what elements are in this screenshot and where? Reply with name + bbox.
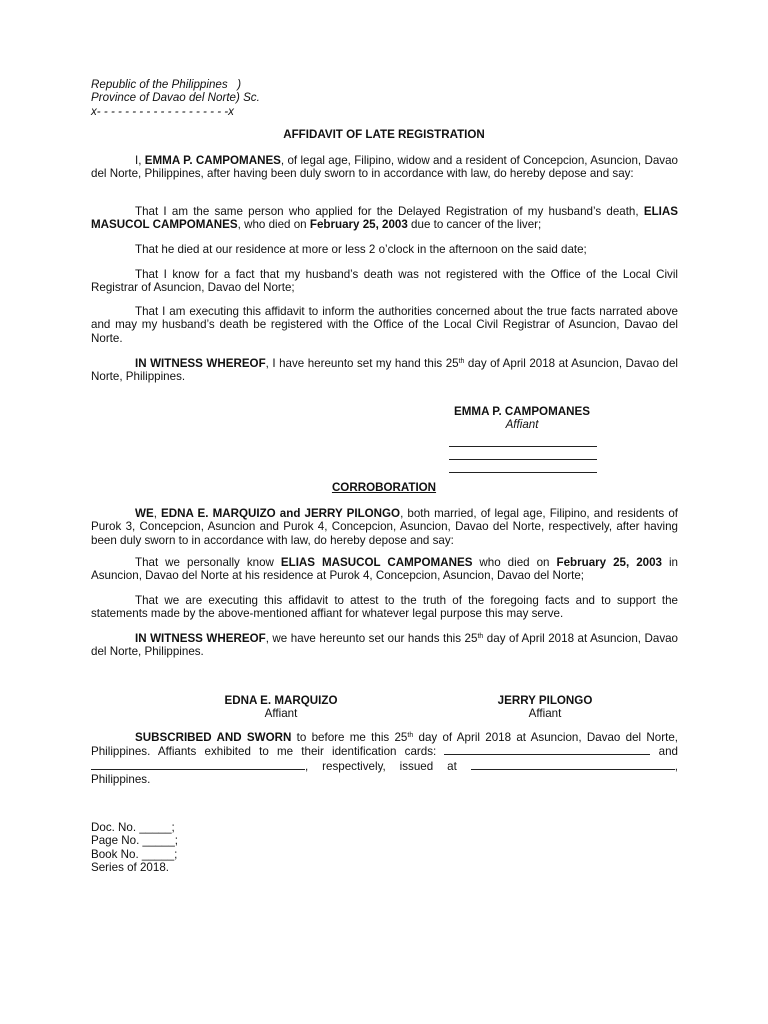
affidavit-paragraph-1: I, EMMA P. CAMPOMANES, of legal age, Filipino, widow and a resident of Concepcion, Asuncion, Davao del Norte, Philippines, after having been duly sworn to in accordance with law, do hereby depose and say: — [91, 154, 678, 181]
venue-line-divider: x- - - - - - - - - - - - - - - - - - -x — [91, 104, 234, 118]
book-no: Book No. _____; — [91, 847, 178, 861]
witness-signature-2 — [445, 694, 645, 721]
issued-at-blank — [471, 759, 675, 770]
corroboration-paragraph-2: That we personally know ELIAS MASUCOL CAMPOMANES who died on February 25, 2003 in Asuncion, Davao del Norte at his residence at Purok 4, Concepcion, Asuncion, Davao del Norte; — [91, 556, 678, 583]
witness-signature-1 — [181, 694, 381, 721]
blank-line — [449, 460, 597, 473]
affidavit-paragraph-2: That I am the same person who applied for the Delayed Registration of my husband’s death, ELIAS MASUCOL CAMPOMANES, who died on February 25, 2003 due to cancer of the liver; — [91, 205, 678, 232]
document-title: AFFIDAVIT OF LATE REGISTRATION — [283, 128, 485, 141]
witness-role: Affiant — [528, 707, 562, 721]
affidavit-witness-whereof: IN WITNESS WHEREOF, I have hereunto set my hand this 25th day of April 2018 at Asuncion, Davao del Norte, Philippines. — [91, 357, 679, 384]
blank-line — [449, 447, 597, 460]
page-no: Page No. _____; — [91, 834, 179, 848]
id-card-blank-1 — [444, 744, 650, 755]
witness-name: EDNA E. MARQUIZO — [224, 694, 338, 707]
venue-line-province: Province of Davao del Norte) Sc. — [91, 91, 260, 105]
affiant-blank-lines — [449, 434, 597, 473]
affiant-name: EMMA P. CAMPOMANES — [454, 405, 590, 418]
affiant-signature-block — [447, 405, 597, 432]
witness-role: Affiant — [264, 707, 298, 721]
corroboration-heading: CORROBORATION — [331, 481, 437, 494]
series: Series of 2018. — [91, 860, 169, 874]
affiant-name-inline: EMMA P. CAMPOMANES — [144, 154, 281, 167]
affidavit-paragraph-4: That I know for a fact that my husband’s death was not registered with the Office of the Local Civil Registrar of Asuncion, Davao del Norte; — [91, 268, 678, 295]
date-of-death: February 25, 2003 — [309, 218, 408, 232]
affiant-role: Affiant — [505, 418, 539, 432]
affidavit-paragraph-3: That he died at our residence at more or less 2 o’clock in the afternoon on the said date; — [135, 243, 587, 256]
notarial-register — [91, 821, 178, 874]
witness-name: JERRY PILONGO — [497, 694, 593, 707]
jurat-paragraph: SUBSCRIBED AND SWORN to before me this 25th day of April 2018 at Asuncion, Davao del Norte, Philippines. Affiants exhibited to me their identification cards: and , respectively, issued at , Philippines. — [91, 731, 678, 786]
corroboration-paragraph-3: That we are executing this affidavit to attest to the truth of the foregoing facts and to support the statements made by the above-mentioned affiant for whatever legal purpose this may serve. — [91, 594, 678, 621]
venue-line-republic: Republic of the Philippines ) — [91, 78, 242, 91]
blank-line — [449, 434, 597, 447]
deceased-name: ELIAS MASUCOL CAMPOMANES — [91, 205, 678, 232]
id-card-blank-2 — [91, 759, 305, 770]
corroboration-paragraph-1: WE, EDNA E. MARQUIZO and JERRY PILONGO, both married, of legal age, Filipino, and residents of Purok 3, Concepcion, Asuncion and Purok 4, Concepcion, Asuncion, Davao del Norte, respectively, after having been duly sworn to in accordance with law, do hereby depose and say: — [91, 507, 678, 547]
doc-no: Doc. No. _____; — [91, 821, 175, 834]
venue-block — [91, 78, 260, 118]
affidavit-paragraph-5: That I am executing this affidavit to inform the authorities concerned about the true facts narrated above and may my husband’s death be registered with the Office of the Local Civil Registrar of Asuncion, Davao del Norte. — [91, 305, 678, 345]
witness-names-inline: EDNA E. MARQUIZO and JERRY PILONGO — [161, 507, 401, 520]
corroboration-witness-whereof: IN WITNESS WHEREOF, we have hereunto set our hands this 25th day of April 2018 at Asuncion, Davao del Norte, Philippines. — [91, 632, 679, 659]
